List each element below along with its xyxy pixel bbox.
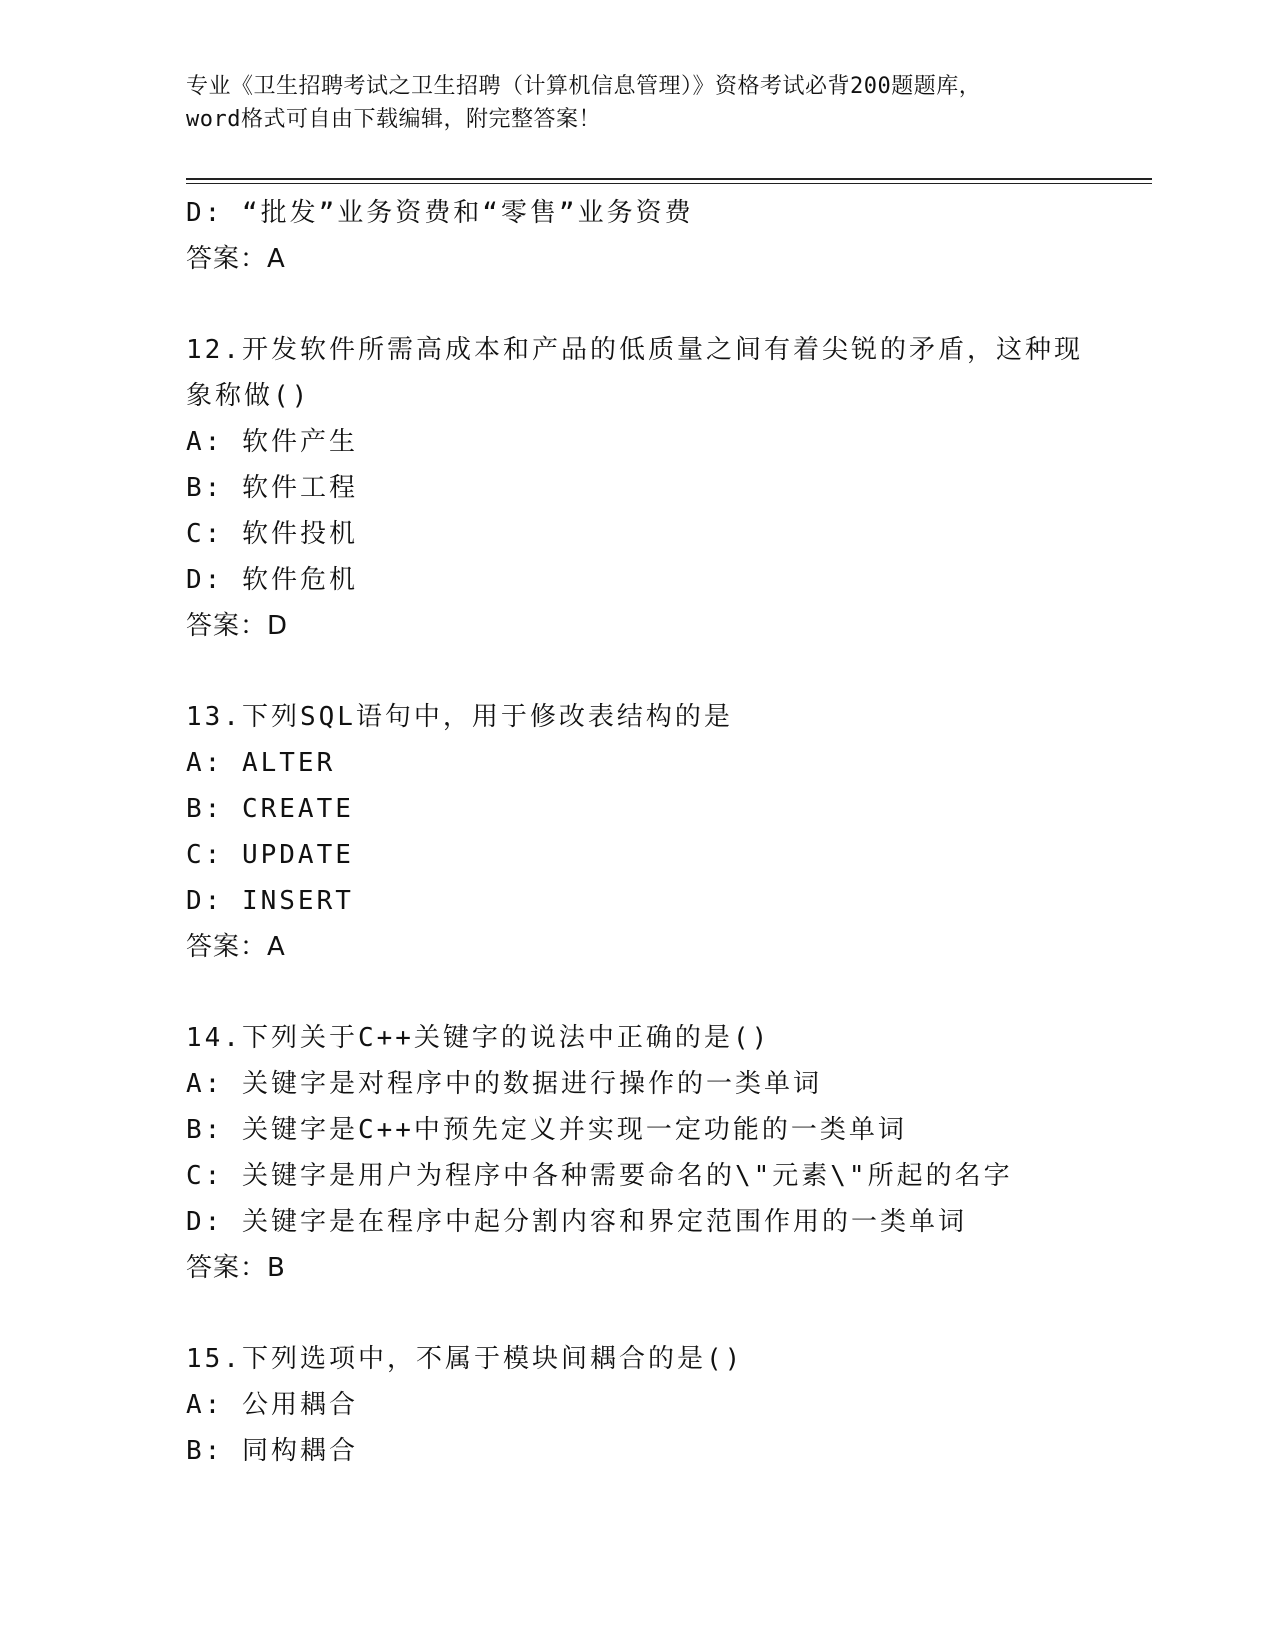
option-a: A: 关键字是对程序中的数据进行操作的一类单词 [186, 1069, 822, 1099]
option-d: D: 关键字是在程序中起分割内容和界定范围作用的一类单词 [186, 1207, 967, 1237]
question-text: 13.下列SQL语句中，用于修改表结构的是 [186, 702, 733, 732]
header-title-line-1: 专业《卫生招聘考试之卫生招聘（计算机信息管理）》资格考试必背200题题库， [186, 74, 982, 99]
option-c: C: 软件投机 [186, 519, 358, 549]
answer-line: 答案：A [186, 932, 286, 962]
option-d: D: INSERT [186, 886, 354, 916]
answer-line: 答案：A [186, 244, 286, 274]
option-a: A: 软件产生 [186, 427, 358, 457]
document-header [186, 70, 1146, 136]
option-b: B: CREATE [186, 794, 354, 824]
question-text: 14.下列关于C++关键字的说法中正确的是() [186, 1023, 771, 1053]
question-13 [186, 694, 1146, 970]
carryover-block [186, 190, 1146, 282]
question-14 [186, 1015, 1146, 1291]
option-a: A: ALTER [186, 748, 336, 778]
question-12 [186, 327, 1146, 649]
option-c: C: 关键字是用户为程序中各种需要命名的\"元素\"所起的名字 [186, 1161, 1013, 1191]
option-b: B: 关键字是C++中预先定义并实现一定功能的一类单词 [186, 1115, 907, 1145]
question-15 [186, 1336, 1146, 1474]
option-b: B: 同构耦合 [186, 1436, 358, 1466]
option-d: D: “批发”业务资费和“零售”业务资费 [186, 198, 694, 228]
header-divider [186, 178, 1152, 184]
question-text-cont: 象称做() [186, 381, 311, 411]
header-title-line-2: word格式可自由下载编辑，附完整答案！ [186, 107, 601, 132]
option-c: C: UPDATE [186, 840, 354, 870]
option-a: A: 公用耦合 [186, 1390, 358, 1420]
document-body [186, 190, 1146, 1474]
option-b: B: 软件工程 [186, 473, 358, 503]
question-text: 12.开发软件所需高成本和产品的低质量之间有着尖锐的矛盾，这种现 [186, 335, 1083, 365]
answer-line: 答案：B [186, 1253, 286, 1283]
answer-line: 答案：D [186, 611, 289, 641]
question-text: 15.下列选项中，不属于模块间耦合的是() [186, 1344, 744, 1374]
option-d: D: 软件危机 [186, 565, 358, 595]
